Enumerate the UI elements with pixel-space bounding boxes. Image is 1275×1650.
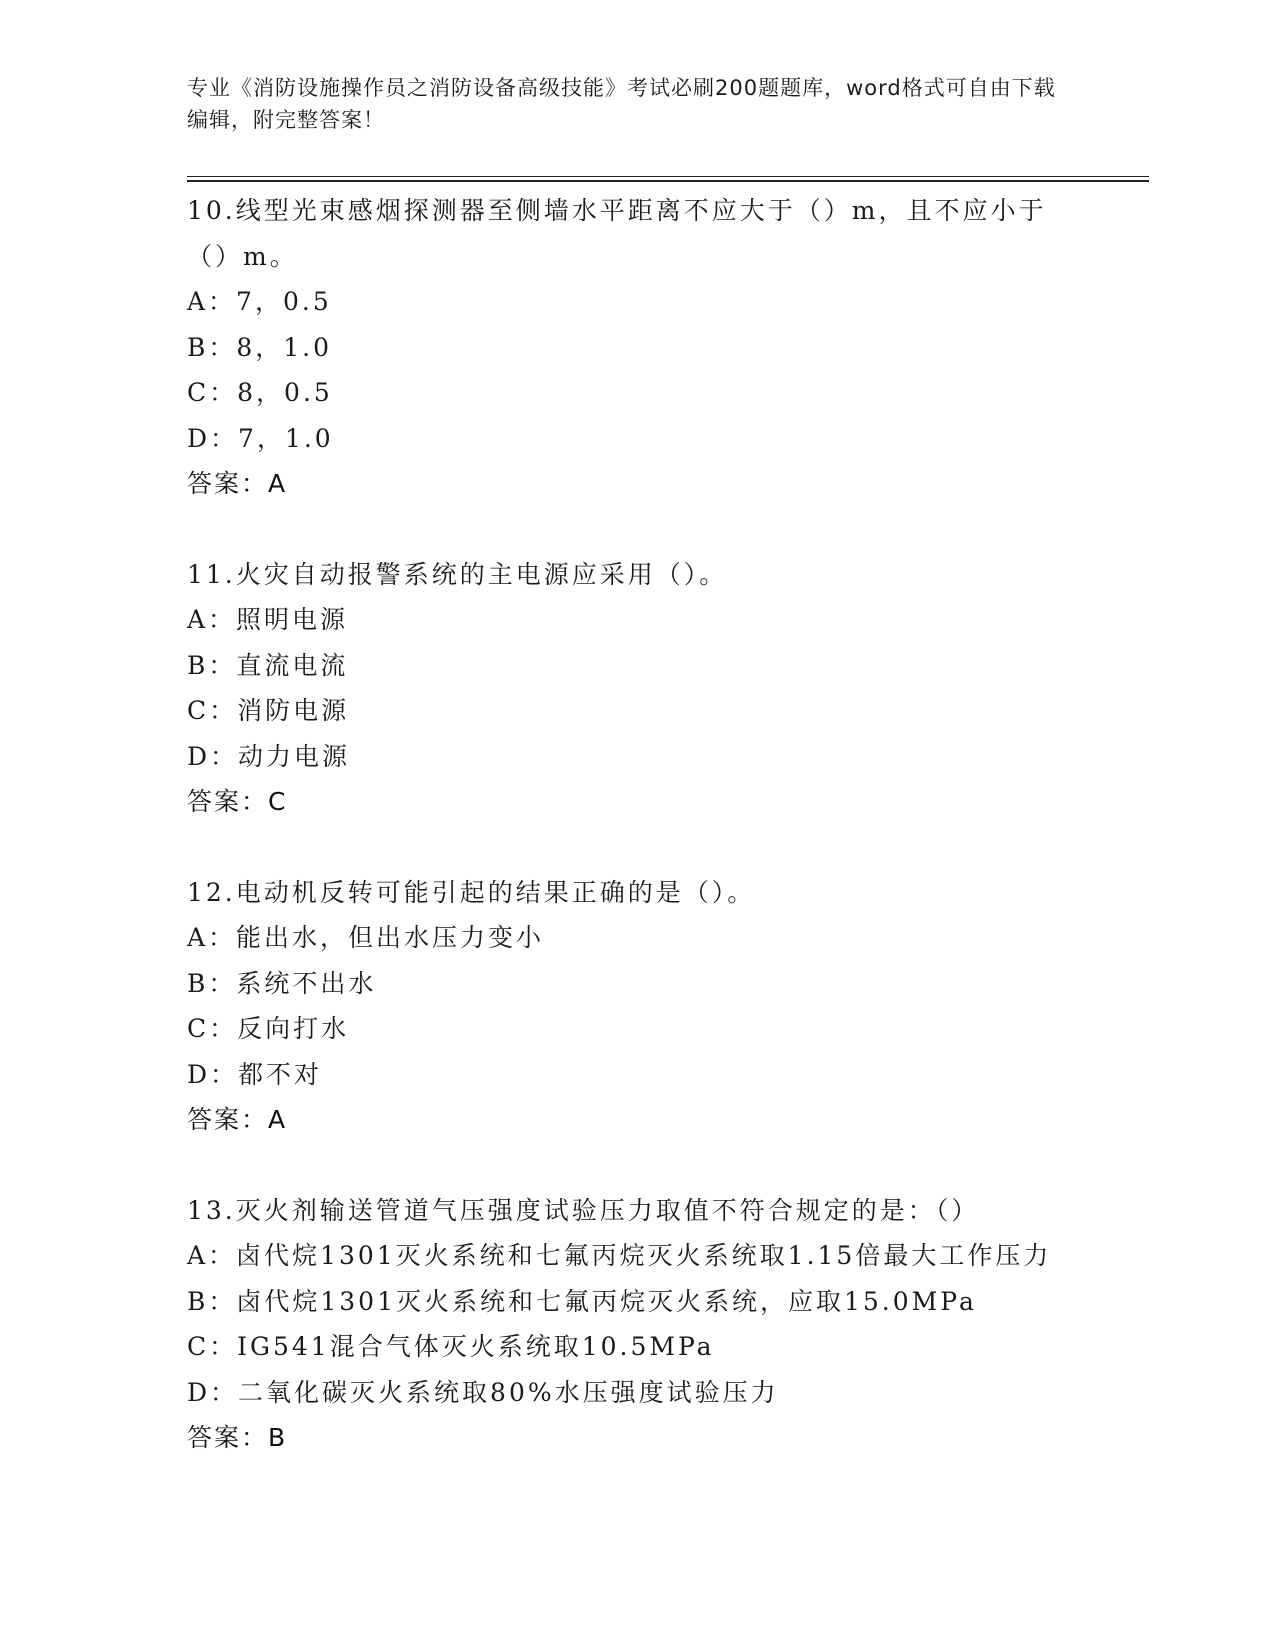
option-b: B：系统不出水 — [187, 968, 377, 998]
question-stem: 10.线型光束感烟探测器至侧墙水平距离不应大于（）m，且不应小于（）m。 — [187, 196, 1047, 271]
option-a: A：卤代烷1301灭火系统和七氟丙烷灭火系统取1.15倍最大工作压力 — [187, 1241, 1052, 1270]
header-divider-thin — [187, 176, 1149, 177]
question-stem: 12.电动机反转可能引起的结果正确的是（）。 — [187, 877, 756, 907]
option-b: B：卤代烷1301灭火系统和七氟丙烷灭火系统，应取15.0MPa — [187, 1286, 977, 1316]
option-a: A：照明电源 — [187, 605, 349, 634]
option-b: B：8，1.0 — [187, 332, 333, 362]
question-10 — [187, 188, 1149, 507]
option-c: C：反向打水 — [187, 1014, 350, 1043]
question-13 — [187, 1188, 1149, 1461]
option-d: D：都不对 — [187, 1059, 323, 1089]
header-divider-thick — [187, 180, 1149, 182]
question-list — [187, 188, 1149, 1506]
option-b: B：直流电流 — [187, 650, 349, 680]
option-c: C：消防电源 — [187, 696, 350, 725]
option-a: A：能出水，但出水压力变小 — [187, 923, 545, 952]
answer-line: 答案：A — [187, 1105, 288, 1134]
question-11 — [187, 552, 1149, 825]
answer-line: 答案：A — [187, 469, 288, 498]
option-a: A：7，0.5 — [187, 287, 332, 316]
option-c: C：8，0.5 — [187, 378, 333, 407]
question-stem: 11.火灾自动报警系统的主电源应采用（）。 — [187, 559, 728, 589]
answer-line: 答案：B — [187, 1423, 288, 1452]
option-d: D：动力电源 — [187, 741, 351, 771]
option-d: D：7，1.0 — [187, 423, 334, 453]
document-header: 专业《消防设施操作员之消防设备高级技能》考试必刷200题题库，word格式可自由下载编辑，附完整答案！ — [187, 76, 1056, 132]
option-d: D：二氧化碳灭火系统取80%水压强度试验压力 — [187, 1377, 779, 1407]
option-c: C：IG541混合气体灭火系统取10.5MPa — [187, 1332, 715, 1361]
answer-line: 答案：C — [187, 787, 288, 816]
question-12 — [187, 870, 1149, 1143]
question-stem: 13.灭火剂输送管道气压强度试验压力取值不符合规定的是：（） — [187, 1195, 980, 1225]
